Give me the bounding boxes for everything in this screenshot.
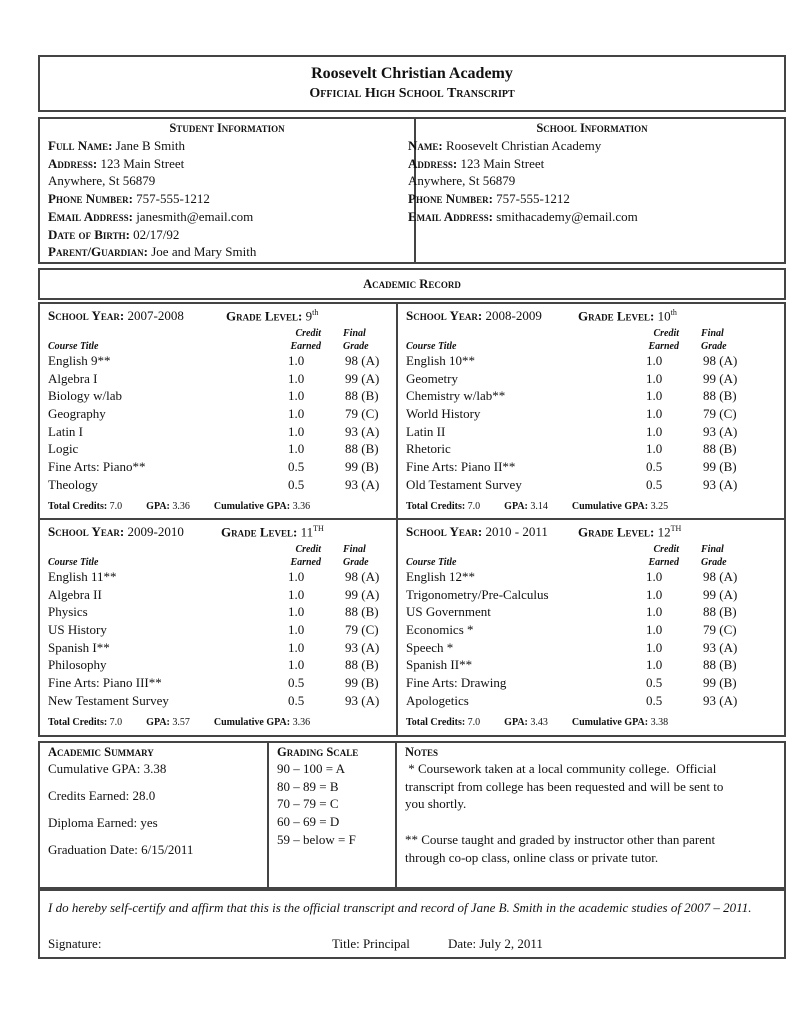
course-grade: 99 (B) [345, 675, 379, 691]
course-title: Spanish I** [48, 639, 110, 655]
school-row: Phone Number: 757-555-1212 [408, 191, 570, 207]
course-credit: 0.5 [646, 675, 663, 691]
summary-credits-earned: Credits Earned: 28.0 [48, 788, 156, 803]
course-credit: 1.0 [646, 370, 663, 386]
course-grade: 98 (A) [703, 569, 738, 584]
course-title: Theology [48, 476, 98, 492]
note-line: you shortly. [405, 796, 467, 812]
course-grade: 79 (C) [345, 406, 379, 422]
course-credit: 0.5 [646, 459, 663, 475]
course-title: Algebra II [48, 586, 102, 602]
course-title: Speech * [406, 639, 454, 655]
course-row [48, 587, 390, 605]
grading-item: 70 – 79 = C [277, 796, 339, 812]
course-list [406, 569, 748, 711]
course-credit: 0.5 [288, 459, 305, 475]
certification [38, 887, 786, 959]
course-title: Logic [48, 441, 79, 457]
course-credit: 1.0 [646, 586, 663, 602]
course-title-header: Course Title [406, 557, 457, 568]
course-row [48, 675, 390, 693]
course-title-header: Course Title [48, 557, 99, 568]
course-credit: 0.5 [646, 476, 663, 492]
course-credit: 1.0 [646, 353, 663, 368]
course-row [406, 371, 748, 389]
course-credit: 1.0 [288, 441, 305, 457]
course-credit: 1.0 [646, 639, 663, 655]
course-title: Fine Arts: Drawing [406, 675, 507, 691]
school-year: School Year: 2007-2008 [48, 308, 184, 323]
course-title: US History [48, 622, 107, 638]
certification-statement: I do hereby self-certify and affirm that this is the official transcript and record of Jane B. Smith in the academic studies of 2007 – 2011. [48, 900, 752, 915]
summary-diploma: Diploma Earned: yes [48, 815, 158, 830]
course-title: Fine Arts: Piano** [48, 459, 146, 475]
course-title: Fine Arts: Piano III** [48, 675, 162, 691]
course-title: Latin II [406, 423, 446, 439]
course-grade: 88 (B) [703, 657, 737, 673]
course-credit: 1.0 [646, 569, 663, 584]
course-row [406, 657, 748, 675]
summary-graduation-date: Graduation Date: 6/15/2011 [48, 842, 194, 857]
course-grade: 88 (B) [345, 657, 379, 673]
course-credit: 1.0 [646, 406, 663, 422]
course-title: Old Testament Survey [406, 476, 522, 492]
course-row [48, 424, 390, 442]
course-grade: 93 (A) [345, 692, 380, 708]
course-credit: 1.0 [646, 441, 663, 457]
course-credit: 1.0 [288, 353, 305, 368]
course-title: Physics [48, 604, 88, 620]
info-section [38, 117, 786, 264]
note-line: transcript from college has been requested and will be sent to [405, 778, 724, 794]
course-grade: 98 (A) [345, 569, 380, 584]
transcript-header [38, 55, 786, 112]
course-title: English 10** [406, 353, 475, 368]
course-grade: 99 (A) [345, 370, 380, 386]
course-row [406, 640, 748, 658]
course-grade: 93 (A) [345, 476, 380, 492]
course-title: Geography [48, 406, 106, 422]
course-list [406, 353, 748, 495]
final-grade-header: Final Grade [701, 544, 727, 568]
signature-label: Signature: [48, 936, 102, 951]
course-title: Geometry [406, 370, 458, 386]
school-year-panel [40, 304, 394, 518]
course-grade: 88 (B) [345, 388, 379, 404]
course-grade: 88 (B) [703, 604, 737, 620]
course-credit: 1.0 [646, 657, 663, 673]
title-label: Title: Principal [332, 936, 410, 951]
grading-scale-heading: Grading Scale [277, 745, 359, 759]
academic-summary-heading: Academic Summary [48, 745, 154, 759]
course-credit: 1.0 [288, 569, 305, 584]
course-title: Fine Arts: Piano II** [406, 459, 516, 475]
course-title: Latin I [48, 423, 84, 439]
course-row [48, 657, 390, 675]
note-line: ** Course taught and graded by instructor other than parent [405, 832, 716, 848]
date-label: Date: July 2, 2011 [448, 936, 543, 951]
course-row [406, 477, 748, 495]
course-credit: 1.0 [288, 406, 305, 422]
course-title-header: Course Title [48, 341, 99, 352]
academic-record-title: Academic Record [363, 277, 461, 291]
course-row [406, 569, 748, 587]
course-title: Spanish II** [406, 657, 473, 673]
grade-level: Grade Level: 12TH [578, 524, 682, 540]
course-grade: 99 (A) [345, 586, 380, 602]
course-row [48, 388, 390, 406]
student-row: Email Address: janesmith@email.com [48, 208, 254, 224]
course-title-header: Course Title [406, 341, 457, 352]
student-information [40, 119, 416, 262]
course-grade: 98 (A) [703, 353, 738, 368]
course-row [48, 406, 390, 424]
course-row [406, 406, 748, 424]
year-totals: Total Credits: 7.0 GPA: 3.43 Cumulative GPA: 3.38 [406, 717, 669, 728]
course-credit: 0.5 [288, 675, 305, 691]
summary-section [38, 741, 786, 891]
course-grade: 93 (A) [703, 476, 738, 492]
course-title: Trigonometry/Pre-Calculus [406, 586, 549, 602]
course-grade: 88 (B) [345, 604, 379, 620]
course-credit: 1.0 [646, 423, 663, 439]
course-title: Algebra I [48, 370, 98, 386]
school-year-panel [40, 520, 394, 734]
course-credit: 1.0 [288, 639, 305, 655]
year-totals: Total Credits: 7.0 GPA: 3.36 Cumulative GPA: 3.36 [48, 501, 311, 512]
academic-record-header [38, 268, 786, 300]
course-credit: 1.0 [288, 586, 305, 602]
summary-cumulative-gpa: Cumulative GPA: 3.38 [48, 761, 167, 776]
course-grade: 93 (A) [345, 423, 380, 439]
student-row: Date of Birth: 02/17/92 [48, 226, 180, 242]
course-title: New Testament Survey [48, 692, 169, 708]
grading-item: 90 – 100 = A [277, 761, 346, 776]
course-row [406, 388, 748, 406]
credit-earned-header: Credit Earned [290, 544, 321, 568]
grade-level: Grade Level: 11TH [221, 524, 324, 540]
credit-earned-header: Credit Earned [648, 328, 679, 352]
course-credit: 0.5 [288, 692, 305, 708]
student-info-heading: Student Information [169, 121, 285, 135]
course-title: Economics * [406, 622, 474, 638]
student-row: Address: 123 Main Street [48, 155, 185, 171]
course-row [406, 675, 748, 693]
school-information [400, 119, 784, 262]
course-grade: 88 (B) [703, 441, 737, 457]
school-row: Name: Roosevelt Christian Academy [408, 138, 602, 153]
course-credit: 1.0 [288, 657, 305, 673]
notes-heading: Notes [405, 745, 439, 759]
course-title: Chemistry w/lab** [406, 388, 506, 404]
course-title: Biology w/lab [48, 388, 123, 404]
course-row [406, 424, 748, 442]
course-credit: 0.5 [288, 476, 305, 492]
course-row [406, 604, 748, 622]
course-grade: 93 (A) [703, 692, 738, 708]
school-name: Roosevelt Christian Academy [311, 65, 513, 82]
school-year: School Year: 2009-2010 [48, 524, 184, 539]
year-totals: Total Credits: 7.0 GPA: 3.57 Cumulative GPA: 3.36 [48, 717, 311, 728]
course-list [48, 569, 390, 711]
course-row [48, 622, 390, 640]
final-grade-header: Final Grade [701, 328, 727, 352]
school-year-panel [398, 520, 752, 734]
academic-summary [40, 743, 269, 889]
course-title: World History [406, 406, 481, 422]
course-row [48, 693, 390, 711]
course-list [48, 353, 390, 495]
course-grade: 88 (B) [703, 388, 737, 404]
school-row: Anywhere, St 56879 [408, 173, 516, 189]
course-grade: 99 (A) [703, 586, 738, 602]
course-title: Apologetics [406, 692, 469, 708]
course-title: English 9** [48, 353, 111, 368]
course-credit: 1.0 [288, 604, 305, 620]
course-grade: 99 (B) [703, 675, 737, 691]
course-credit: 1.0 [646, 388, 663, 404]
course-grade: 93 (A) [703, 423, 738, 439]
course-credit: 1.0 [646, 604, 663, 620]
school-year: School Year: 2010 - 2011 [406, 524, 548, 539]
document-title: Official High School Transcript [309, 86, 515, 101]
course-credit: 1.0 [288, 622, 305, 638]
note-line: through co-op class, online class or private tutor. [405, 849, 659, 865]
note-line: * Coursework taken at a local community college. Official [405, 761, 717, 776]
course-grade: 79 (C) [345, 622, 379, 638]
course-grade: 98 (A) [345, 353, 380, 368]
course-row [406, 459, 748, 477]
school-row: Email Address: smithacademy@email.com [408, 208, 638, 224]
course-grade: 93 (A) [345, 639, 380, 655]
academic-years [38, 302, 786, 737]
grading-item: 59 – below = F [277, 831, 356, 847]
student-row: Anywhere, St 56879 [48, 173, 156, 189]
course-row [48, 353, 390, 371]
course-row [48, 604, 390, 622]
credit-earned-header: Credit Earned [290, 328, 321, 352]
course-grade: 79 (C) [703, 406, 737, 422]
grading-item: 80 – 89 = B [277, 778, 339, 794]
course-credit: 1.0 [288, 423, 305, 439]
grade-level: Grade Level: 10th [578, 308, 677, 324]
course-title: English 11** [48, 569, 117, 584]
course-row [48, 371, 390, 389]
course-title: Philosophy [48, 657, 107, 673]
course-title: Rhetoric [406, 441, 451, 457]
course-row [406, 622, 748, 640]
course-row [48, 459, 390, 477]
course-credit: 1.0 [288, 388, 305, 404]
course-grade: 93 (A) [703, 639, 738, 655]
year-totals: Total Credits: 7.0 GPA: 3.14 Cumulative GPA: 3.25 [406, 501, 669, 512]
course-grade: 88 (B) [345, 441, 379, 457]
student-row: Full Name: Jane B Smith [48, 138, 186, 153]
grading-scale [269, 743, 397, 889]
course-credit: 1.0 [288, 370, 305, 386]
course-row [48, 569, 390, 587]
grade-level: Grade Level: 9th [226, 308, 319, 324]
course-grade: 99 (B) [703, 459, 737, 475]
course-row [406, 587, 748, 605]
course-grade: 79 (C) [703, 622, 737, 638]
student-row: Phone Number: 757-555-1212 [48, 191, 210, 207]
notes [397, 743, 784, 889]
grading-item: 60 – 69 = D [277, 814, 340, 830]
course-row [406, 693, 748, 711]
course-grade: 99 (B) [345, 459, 379, 475]
school-row: Address: 123 Main Street [408, 155, 545, 171]
course-row [48, 477, 390, 495]
student-row: Parent/Guardian: Joe and Mary Smith [48, 244, 257, 260]
course-row [406, 353, 748, 371]
course-grade: 99 (A) [703, 370, 738, 386]
course-row [406, 441, 748, 459]
school-year-panel [398, 304, 752, 518]
course-credit: 1.0 [646, 622, 663, 638]
credit-earned-header: Credit Earned [648, 544, 679, 568]
final-grade-header: Final Grade [343, 328, 369, 352]
school-year: School Year: 2008-2009 [406, 308, 542, 323]
final-grade-header: Final Grade [343, 544, 369, 568]
school-info-heading: School Information [536, 121, 648, 135]
course-title: US Government [406, 604, 491, 620]
course-row [48, 640, 390, 658]
course-title: English 12** [406, 569, 475, 584]
course-credit: 0.5 [646, 692, 663, 708]
course-row [48, 441, 390, 459]
